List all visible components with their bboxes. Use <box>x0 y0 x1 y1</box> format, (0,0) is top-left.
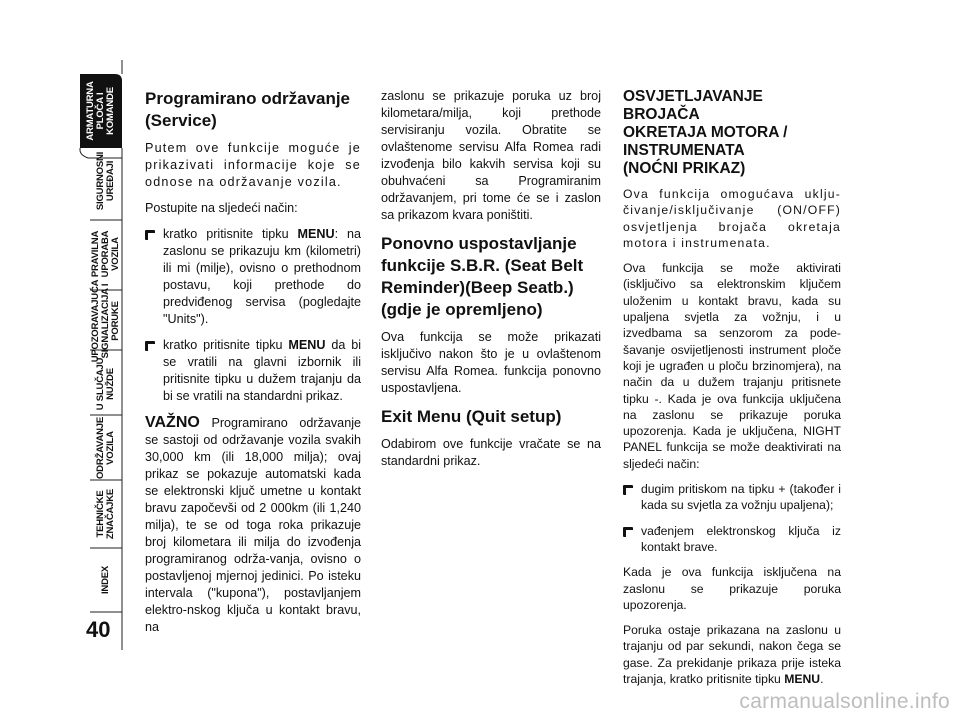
chapter-sidebar <box>0 0 135 720</box>
list-item: dugim pritiskom na tipku + (također i kada su svjetla za vožnju upaljena); <box>623 481 841 514</box>
section-heading-sbr: Ponovno uspostavljanje funkcije S.B.R. (Seat Belt Reminder)(Beep Seatb.) (gdje je opremljeno) <box>381 234 584 319</box>
tab-odrzavanje-vozila[interactable]: ODRŽAVANJE VOZILA <box>95 416 116 480</box>
tab-upozoravajuca-signalizacija[interactable]: UPOZORAVAJUĆA SIGNALIZACIJA I PORUKE <box>90 279 121 363</box>
important-label: VAŽNO <box>145 414 200 431</box>
paragraph: Kada je ova funkcija isključena na zaslonu se prikazuje poruka upozorenja. <box>623 565 841 612</box>
section-heading-service: Programirano održavanje (Service) <box>145 89 351 130</box>
paragraph: Odabirom ove funkcije vračate se na standardni prikaz. <box>381 437 601 468</box>
paragraph: Ova funkcija se može prikazati isključivo nakon što je u ovlaštenom servisu Alfa Romea. funkcija ponovno uspostavljena. <box>381 330 601 395</box>
list-item: kratko pritisnite tipku MENU da bi se vratili na glavni izbornik ili pritisnite tipku u dužem trajanju da bi se vratili na standardni prikaz. <box>145 337 361 405</box>
checkbox-bullet-icon <box>145 341 155 351</box>
checkbox-bullet-icon <box>623 527 633 537</box>
tab-sigurnosni-uredaji[interactable]: SIGURNOSNI UREĐAJI <box>95 151 116 211</box>
section-heading-exit-menu: Exit Menu (Quit setup) <box>381 407 562 426</box>
watermark: carmanualsonline.info <box>739 690 950 713</box>
tab-armaturna-ploca[interactable]: ARMATURNA PLOČA I KOMANDE <box>85 81 116 141</box>
tab-u-slucaju-nuzde[interactable]: U SLUČAJU NUŽDE <box>95 357 116 411</box>
page-number: 40 <box>86 617 111 642</box>
list-item: kratko pritisnite tipku MENU: na zaslonu se prikazuju km (kilometri) ili mi (milje), ovisno o prethodnom postavu, koji prethode do predviđenog servisa (pogledajte "Units"). <box>145 226 361 328</box>
section-heading-night-panel: OSVJETLJAVANJE BROJAČA OKRETAJA MOTORA / INSTRUMENATA (NOĆNI PRIKAZ) <box>623 88 788 177</box>
column-2 <box>381 88 601 479</box>
paragraph: Ova funkcija se može aktivirati (isključivo sa elektronskim ključem uloženim u kontakt bravu, kada su upaljena svjetla za vožnju, i u izvedbama sa senzorom za pode-šavanje osvijetljenosti instrument ploče koji je ugrađen u ploču brzinomjera), na način da u dužem trajanju pritisnete tipku -. Kada je ova funkcija uključena na zaslonu se prikazuje poruka upozorenja. Kada je uključena, NIGHT PANEL funkcija se može deaktivirati na sljedeći način: <box>623 261 841 471</box>
important-note: VAŽNO Programirano održavanje se sastoji od održavanje vozila svakih 30,000 km (ili 18,000 milja); ovaj prikaz se pokazuje automatski kada se elektronski ključ umetne u kontakt bravu započevši od 2 000km (ili 1,240 milja), te se od toga roka prikazuje broj kilometara ili milja do izvođenja programiranog održa-vanja, ovisno o postavljenoj mjernoj jedinici. Po isteku intervala ("kupona"), postavljanjem elektro-nskog ključa u kontakt bravu, na <box>145 414 361 634</box>
paragraph: Postupite na sljedeći način: <box>145 201 298 215</box>
column-1 <box>145 88 361 645</box>
tab-tehnicke-znacajke[interactable]: TEHNIČKE ZNAČAJKE <box>95 488 116 540</box>
paragraph: zaslonu se prikazuje poruka uz broj kilometara/milja, koji prethode servisiranju vozila. Obratite se ovlaštenome servisu Alfa Romea radi izvođenja bilo kakvih servisa koji su obuhvaćeni sa Programiranim održavanjem, pri tome će se i zaslon sa prikazom kvara poništiti. <box>381 89 601 222</box>
paragraph: Poruka ostaje prikazana na zaslonu u trajanju od par sekundi, nakon čega se gase. Za prekidanje prikaza prije isteka trajanja, kratko pritisnite tipku MENU. <box>623 623 841 687</box>
paragraph: Putem ove funkcije moguće je prikazivati informacije koje se odnose na održavanje vozila. <box>145 141 361 189</box>
list-item: vađenjem elektronskog ključa iz kontakt brave. <box>623 523 841 556</box>
checkbox-bullet-icon <box>145 230 155 240</box>
paragraph: Ova funkcija omogućava uklju-čivanje/isključivanje (ON/OFF) osvjetljenja brojača okretaja motora i instrumenata. <box>623 187 841 250</box>
column-3 <box>623 88 841 696</box>
tab-index[interactable]: INDEX <box>100 565 111 595</box>
checkbox-bullet-icon <box>623 485 633 495</box>
tab-pravilna-uporaba[interactable]: PRAVILNA UPORABA VOZILA <box>90 230 121 278</box>
